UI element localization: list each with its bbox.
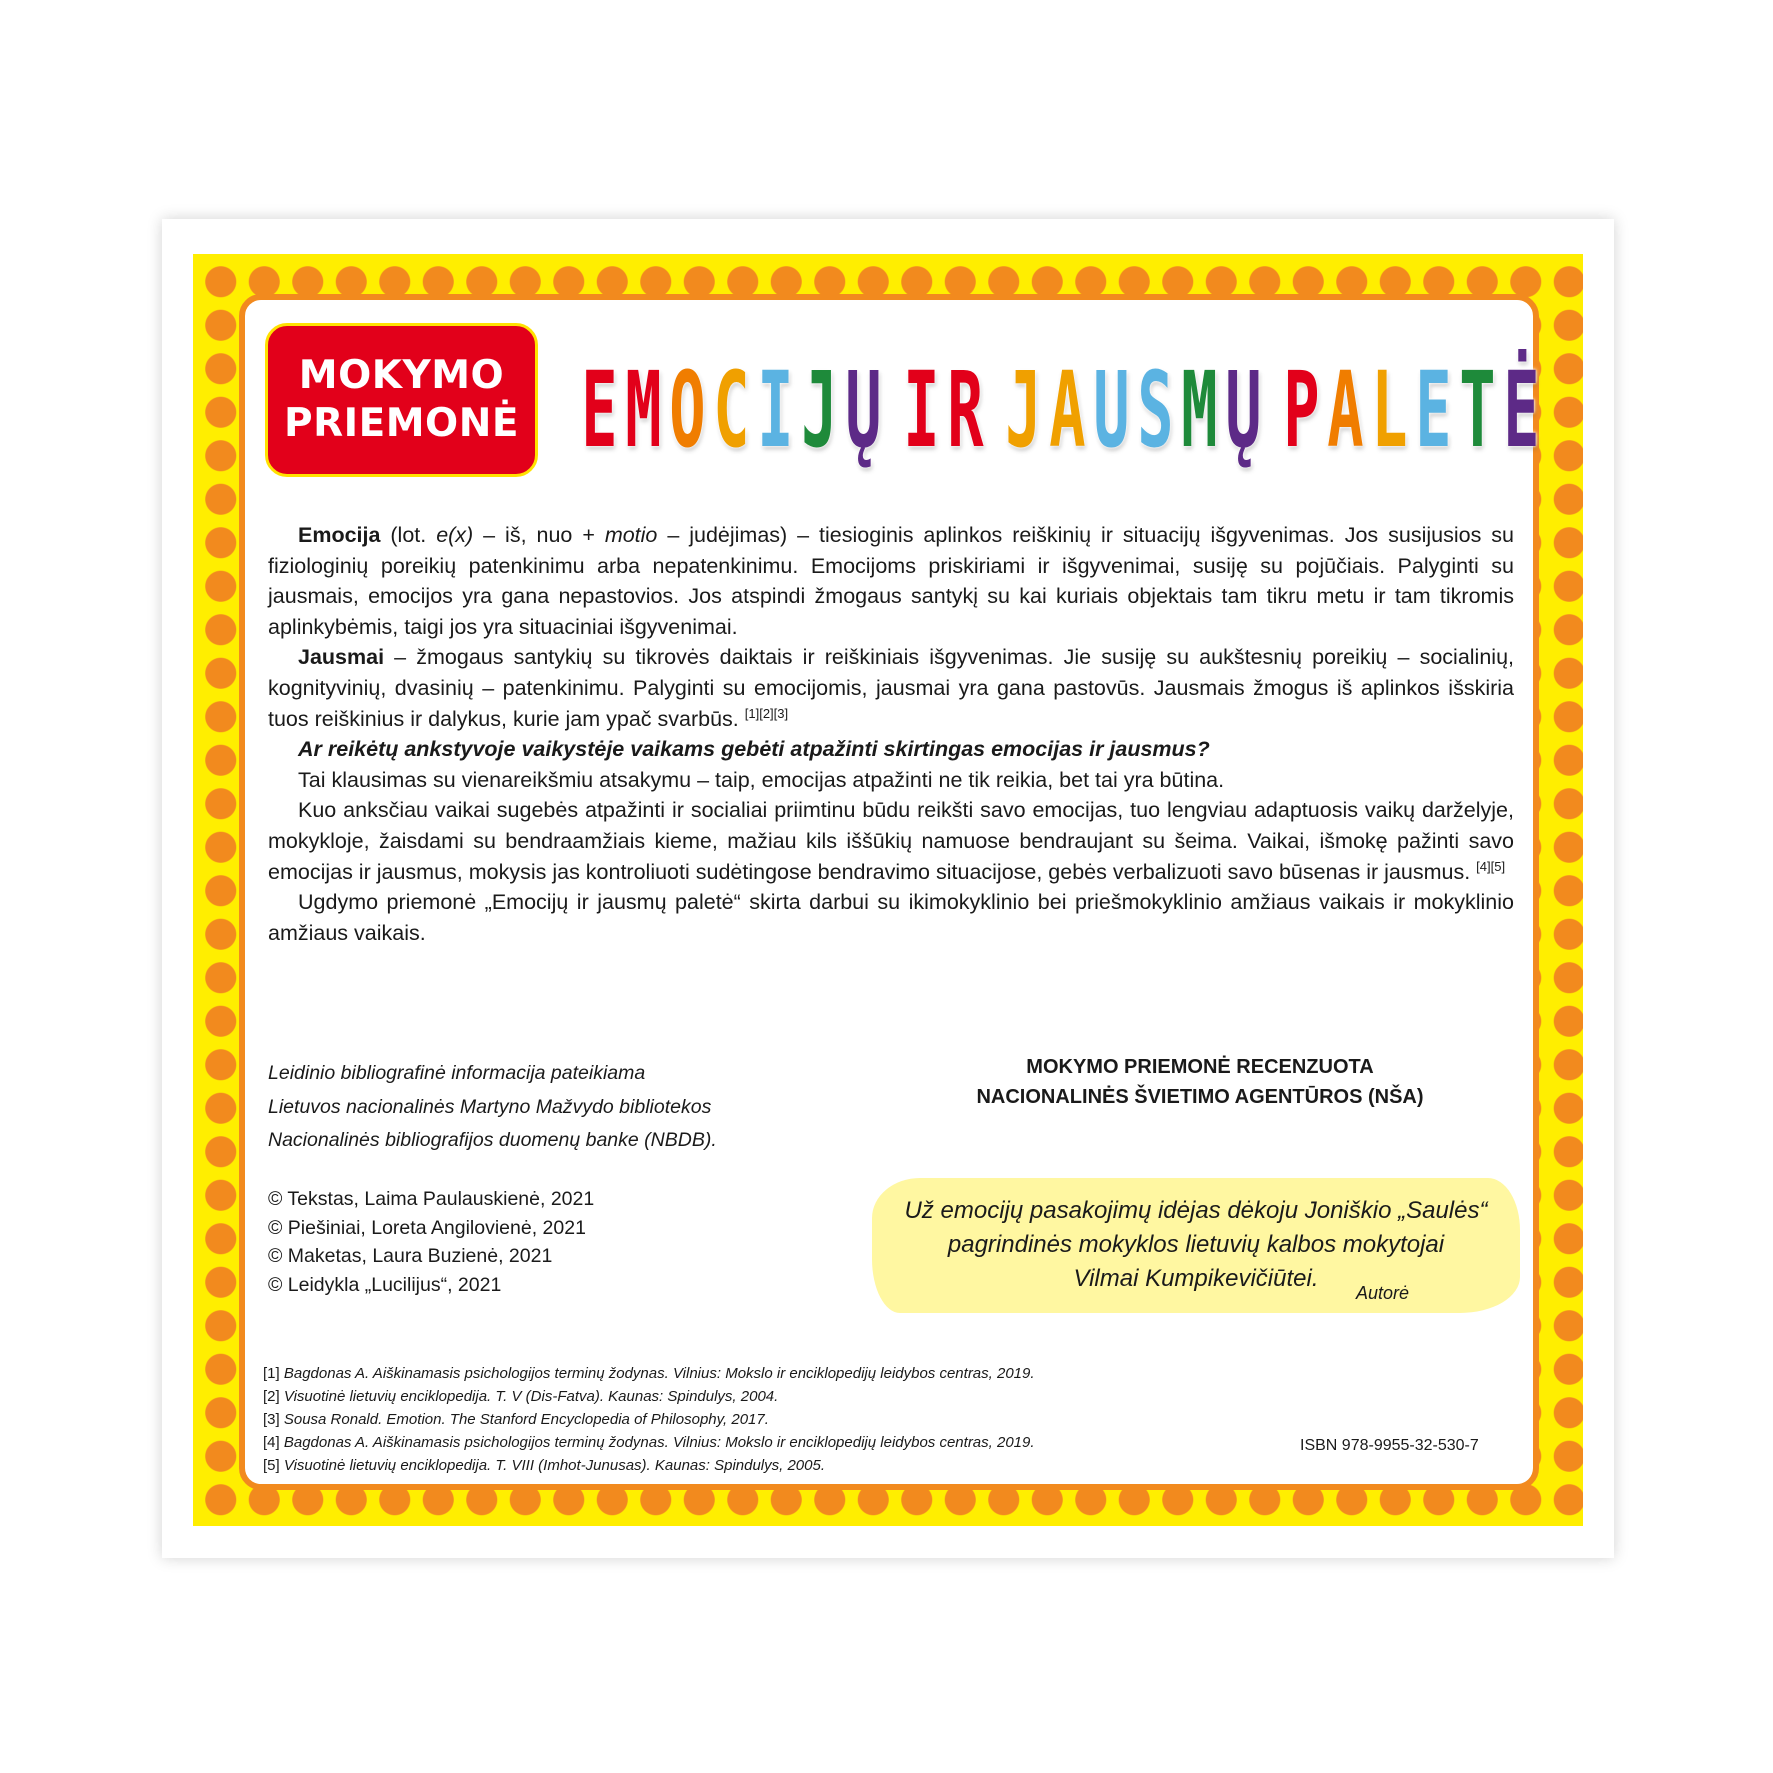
title-letter: L (1371, 349, 1408, 471)
title-letter: A (1049, 349, 1086, 471)
bibliographic-info: Leidinio bibliografinė informacija pateikiama Lietuvos nacionalinės Martyno Mažvydo bibliotekos Nacionalinės bibliografijos duomenų banke (NBDB). (268, 1062, 717, 1151)
title-letter: M (1181, 349, 1218, 471)
title-letter: T (1459, 349, 1496, 471)
review-notice: MOKYMO PRIEMONĖ RECENZUOTA NACIONALINĖS ŠVIETIMO AGENTŪROS (NŠA) (976, 1056, 1424, 1108)
footnote-item: [2] Visuotinė lietuvių enciklopedija. T. V (Dis-Fatva). Kaunas: Spindulys, 2004. (263, 1388, 779, 1405)
footnote-refs-4-5: [4][5] (1476, 858, 1506, 874)
title-letter: P (1283, 349, 1320, 471)
title-space (883, 349, 891, 471)
title-letter: E (1415, 349, 1452, 471)
isbn: ISBN 978-9955-32-530-7 (1300, 1437, 1479, 1454)
title-letter: O (669, 349, 706, 471)
title-letter: S (1137, 349, 1174, 471)
book-title (572, 340, 1540, 480)
title-letter: M (625, 349, 662, 471)
footnotes-list (263, 1362, 1163, 1477)
title-letter: C (713, 349, 750, 471)
title-letter: Ė (1503, 349, 1540, 471)
title-space (1263, 349, 1271, 471)
title-letter: Ų (845, 349, 882, 471)
term-emocija: Emocija (298, 523, 381, 547)
footnote-refs-1-3: [1][2][3] (744, 705, 789, 721)
footnote-item: [1] Bagdonas A. Aiškinamasis psichologijos terminų žodynas. Vilnius: Mokslo ir enciklopedijų leidybos centras, 2019. (263, 1365, 1035, 1382)
paragraph-answer: Tai klausimas su vienareikšmiu atsakymu – taip, emocijas atpažinti ne tik reikia, bet tai yra būtina. (298, 767, 1225, 792)
title-letter: I (903, 349, 940, 471)
paragraph-purpose: Ugdymo priemonė „Emocijų ir jausmų paletė“ skirta darbui su ikimokyklinio bei priešmokyklinio amžiaus vaikais ir mokyklinio amžiaus vaikais. (268, 890, 1514, 945)
title-letter: Ų (1225, 349, 1262, 471)
author-signature: Autorė (1356, 1283, 1410, 1303)
paragraph-early-recognition: Kuo anksčiau vaikai sugebės atpažinti ir socialiai priimtinu būdu reikšti savo emocijas, tuo lengviau adaptuosis vaikų darželyje, mokykloje, žaisdami su bendraamžiais kieme, mažiau kils iššūkių namuose bendraujant su šeima. Vaikai, išmokę pažinti savo emocijas ir jausmus, mokysis jas kontroliuoti sudėtingose bendravimo situacijose, gebės verbalizuoti savo būsenas ir jausmus. [4][5] (268, 798, 1514, 884)
title-letter: I (757, 349, 794, 471)
title-letter: J (801, 349, 838, 471)
paragraph-question: Ar reikėtų ankstyvoje vaikystėje vaikams gebėti atpažinti skirtingas emocijas ir jausmus? (298, 737, 1210, 762)
title-letter: A (1327, 349, 1364, 471)
title-letter: U (1093, 349, 1130, 471)
footnote-item: [3] Sousa Ronald. Emotion. The Stanford Encyclopedia of Philosophy, 2017. (263, 1411, 769, 1428)
copyright-block: © Tekstas, Laima Paulauskienė, 2021 © Piešiniai, Loreta Angilovienė, 2021 © Maketas, Laura Buzienė, 2021 © Leidykla „Lucilijus“, 2021 (268, 1188, 595, 1296)
badge-line-1: MOKYMO (298, 353, 505, 398)
acknowledgement-note: Už emocijų pasakojimų idėjas dėkoju Joniškio „Saulės“ pagrindinės mokyklos lietuvių kalbos mokytojai Vilmai Kumpikevičiūtei. Autorė (872, 1178, 1520, 1313)
title-letter: R (947, 349, 984, 471)
badge-line-2: PRIEMONĖ (283, 401, 519, 446)
body-text (268, 520, 1514, 948)
paragraph-emocija: Emocija (lot. e(x) – iš, nuo + motio – judėjimas) – tiesioginis aplinkos reiškinių ir situacijų išgyvenimas. Jos susijusios su fiziologinių poreikių patenkinimu arba nepatenkinimu. Emocijoms priskiriami ir išgyvenimai, susiję su pojūčiais. Palyginti su jausmais, emocijos yra gana nepastovios. Jos atspindi žmogaus santykį su kai kuriais objektais tam tikru metu ir tam tikromis aplinkybėmis, taigi jos yra situaciniai išgyvenimai. (268, 523, 1514, 639)
footnote-item: [5] Visuotinė lietuvių enciklopedija. T. VIII (Imhot-Junusas). Kaunas: Spindulys, 2005. (263, 1457, 826, 1474)
title-letter: E (581, 349, 618, 471)
term-jausmai: Jausmai (298, 645, 385, 670)
title-space (985, 349, 993, 471)
mokymo-priemone-badge (265, 323, 538, 477)
title-letter: J (1005, 349, 1042, 471)
paragraph-jausmai: Jausmai – žmogaus santykių su tikrovės daiktais ir reiškiniais išgyvenimas. Jie susiję su aukštesnių poreikių – socialinių, kognityvinių, dvasinių – patenkinimu. Palyginti su emocijomis, jausmai yra gana pastovūs. Jausmais žmogus iš aplinkos išskiria tuos reiškinius ir dalykus, kurie jam ypač svarbūs. [1][2][3] (268, 645, 1514, 731)
footnote-item: [4] Bagdonas A. Aiškinamasis psichologijos terminų žodynas. Vilnius: Mokslo ir enciklopedijų leidybos centras, 2019. (263, 1434, 1035, 1451)
